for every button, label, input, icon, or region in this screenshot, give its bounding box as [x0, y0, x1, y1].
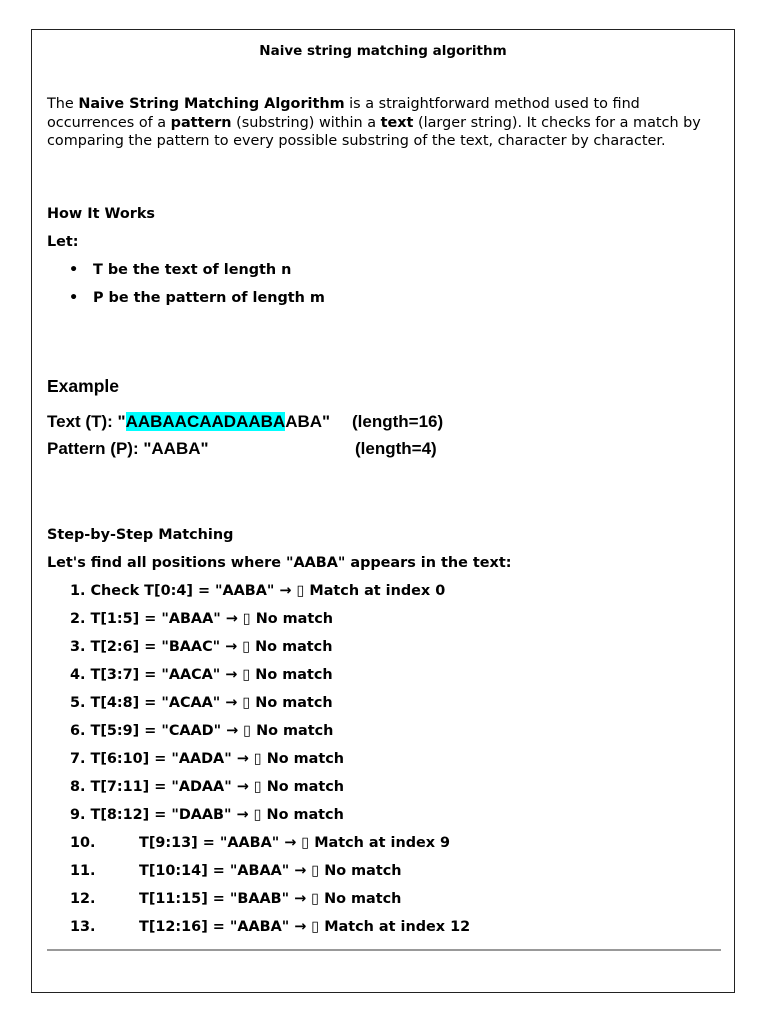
intro-text-1: The	[47, 96, 79, 112]
step-item	[70, 751, 344, 767]
step-text: T[6:10] = "AADA" → ▯ No match	[90, 751, 345, 767]
text-rest: ABA"	[285, 412, 331, 431]
step-number: 5.	[70, 695, 86, 711]
step-item	[70, 611, 333, 627]
step-number: 13.	[70, 919, 96, 935]
step-text: T[8:12] = "DAAB" → ▯ No match	[90, 807, 344, 823]
intro-text-4: (larger string). It checks for a match by comparing the pattern to every possible substring of the text, character by character.	[47, 114, 701, 149]
step-item	[70, 863, 96, 879]
bullet-item-text-length	[69, 262, 292, 278]
step-item	[70, 835, 96, 851]
step-text: T[12:16] = "AABA" → ▯ Match at index 12	[139, 919, 471, 935]
step-number: 9.	[70, 807, 86, 823]
step-text: T[1:5] = "ABAA" → ▯ No match	[90, 611, 334, 627]
step-text: T[4:8] = "ACAA" → ▯ No match	[90, 695, 333, 711]
text-length-label: (length=16)	[352, 412, 444, 431]
step-item	[70, 695, 333, 711]
step-number: 7.	[70, 751, 86, 767]
step-number: 3.	[70, 639, 86, 655]
step-by-step-heading: Step-by-Step Matching	[47, 527, 234, 543]
step-item	[70, 667, 333, 683]
step-number: 6.	[70, 723, 86, 739]
step-item	[70, 723, 333, 739]
step-item	[70, 807, 344, 823]
step-item	[70, 919, 96, 935]
step-text: T[9:13] = "AABA" → ▯ Match at index 9	[139, 835, 451, 851]
step-text: T[10:14] = "ABAA" → ▯ No match	[139, 863, 402, 879]
bullet-item-pattern-length	[69, 290, 325, 306]
step-number: 1.	[70, 583, 86, 599]
bullet-dot-icon: •	[69, 262, 79, 278]
step-text: T[7:11] = "ADAA" → ▯ No match	[90, 779, 345, 795]
how-it-works-heading: How It Works	[47, 206, 155, 222]
intro-paragraph	[47, 95, 719, 151]
step-number: 10.	[70, 835, 96, 851]
step-number: 12.	[70, 891, 96, 907]
matching-intro: Let's find all positions where "AABA" appears in the text:	[47, 555, 512, 571]
document-title: Naive string matching algorithm	[259, 43, 507, 59]
example-heading: Example	[47, 376, 119, 396]
step-number: 4.	[70, 667, 86, 683]
intro-bold-algorithm: Naive String Matching Algorithm	[78, 96, 345, 112]
pattern-length-label: (length=4)	[355, 439, 437, 458]
step-item	[70, 891, 96, 907]
step-number: 11.	[70, 863, 96, 879]
step-number: 8.	[70, 779, 86, 795]
step-text: Check T[0:4] = "AABA" → ▯ Match at index 0	[90, 583, 446, 599]
intro-text-3: (substring) within a	[231, 114, 381, 131]
horizontal-divider	[47, 949, 721, 951]
step-text: T[5:9] = "CAAD" → ▯ No match	[90, 723, 334, 739]
intro-bold-pattern: pattern	[170, 114, 232, 131]
step-text: T[3:7] = "AACA" → ▯ No match	[90, 667, 333, 683]
document-page	[31, 29, 735, 993]
step-item	[70, 779, 344, 795]
intro-text-2: is a straightforward method used to find occurrences of a	[47, 96, 640, 131]
example-text-line	[47, 412, 330, 432]
step-text: T[2:6] = "BAAC" → ▯ No match	[90, 639, 333, 655]
step-number: 2.	[70, 611, 86, 627]
step-item	[70, 639, 332, 655]
let-label: Let:	[47, 234, 79, 250]
bullet-text: T be the text of length n	[93, 262, 292, 278]
text-highlight: AABAACAADAABA	[125, 412, 286, 431]
example-pattern-line: Pattern (P): "AABA"	[47, 439, 209, 458]
bullet-text: P be the pattern of length m	[93, 290, 325, 306]
bullet-dot-icon: •	[69, 290, 79, 306]
step-text: T[11:15] = "BAAB" → ▯ No match	[139, 891, 402, 907]
text-prefix: Text (T): "	[47, 412, 126, 431]
step-item	[70, 583, 445, 599]
intro-bold-text: text	[380, 114, 414, 131]
